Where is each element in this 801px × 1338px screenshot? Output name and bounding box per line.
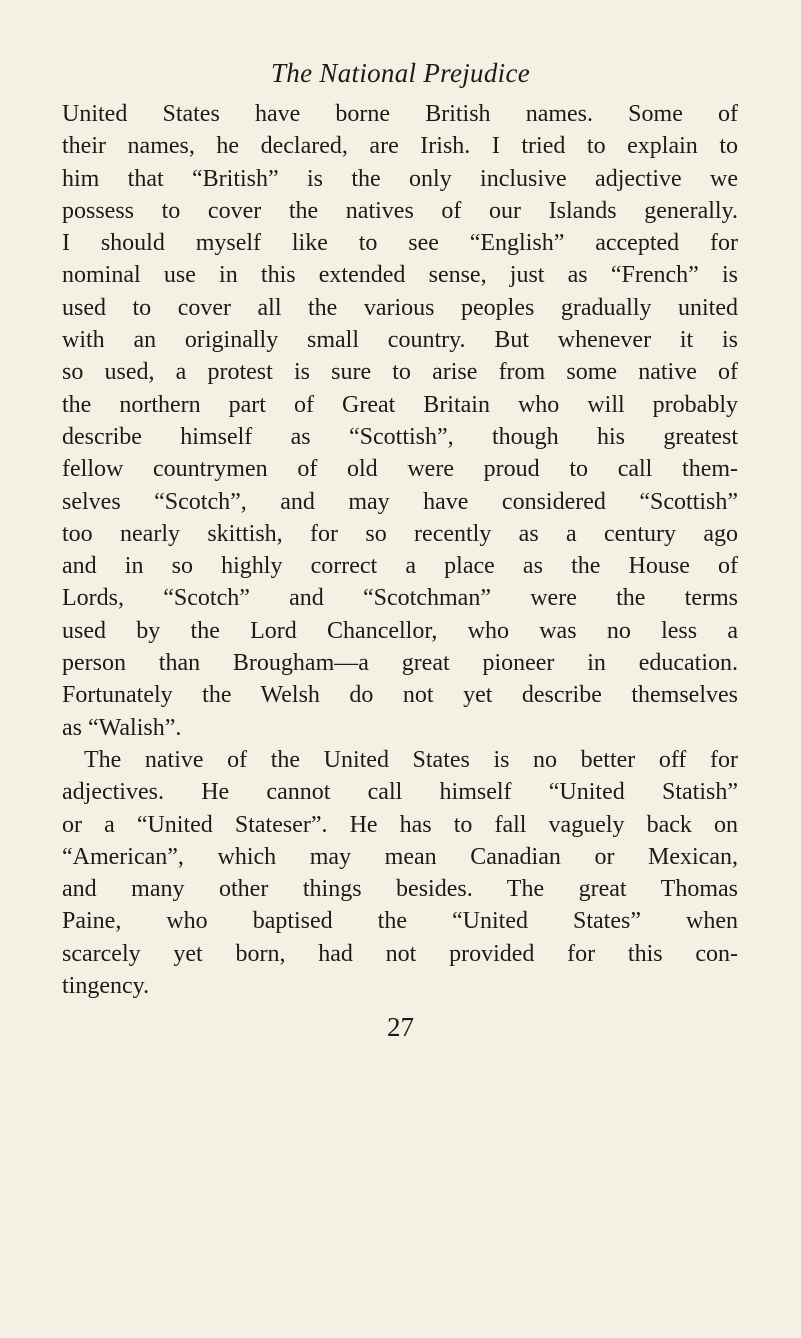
text-line: used to cover all the various peoples gradually united [62,294,738,321]
text-line: so used, a protest is sure to arise from some native of [62,359,738,386]
page-number: 27 [387,1012,414,1042]
text-line: person than Brougham—a great pioneer in education. [62,650,738,677]
text-line: scarcely yet born, had not provided for this con- [62,940,738,967]
text-line: selves “Scotch”, and may have considered “Scottish” [62,488,738,515]
text-line: I should myself like to see “English” accepted for [62,230,738,257]
text-line: and many other things besides. The great Thomas [62,876,738,903]
text-line: Lords, “Scotch” and “Scotchman” were the terms [62,585,738,612]
text-line: The native of the United States is no better off for [84,746,738,773]
text-line: adjectives. He cannot call himself “United Statish” [62,779,738,806]
text-line: describe himself as “Scottish”, though his greatest [62,423,738,450]
text-line: used by the Lord Chancellor, who was no less a [62,617,738,644]
text-line: or a “United Stateser”. He has to fall vaguely back on [62,811,738,838]
text-line: tingency. [62,973,150,1000]
text-line: nominal use in this extended sense, just as “French” is [62,262,738,289]
text-line: with an originally small country. But whenever it is [62,327,738,354]
text-line: their names, he declared, are Irish. I tried to explain to [62,133,738,160]
text-line: Fortunately the Welsh do not yet describe themselves [62,682,738,709]
body-text [62,98,738,1002]
text-line: as “Walish”. [62,714,182,741]
text-line: “American”, which may mean Canadian or Mexican, [62,843,738,870]
text-line: Paine, who baptised the “United States” when [62,908,738,935]
text-line: the northern part of Great Britain who will probably [62,391,738,418]
text-line: too nearly skittish, for so recently as a century ago [62,520,738,547]
running-head: The National Prejudice [270,58,531,88]
text-line: possess to cover the natives of our Islands generally. [62,197,738,224]
text-line: and in so highly correct a place as the House of [62,553,738,580]
text-line: him that “British” is the only inclusive adjective we [62,165,738,192]
text-line: fellow countrymen of old were proud to call them- [62,456,738,483]
text-line: United States have borne British names. Some of [62,101,738,127]
